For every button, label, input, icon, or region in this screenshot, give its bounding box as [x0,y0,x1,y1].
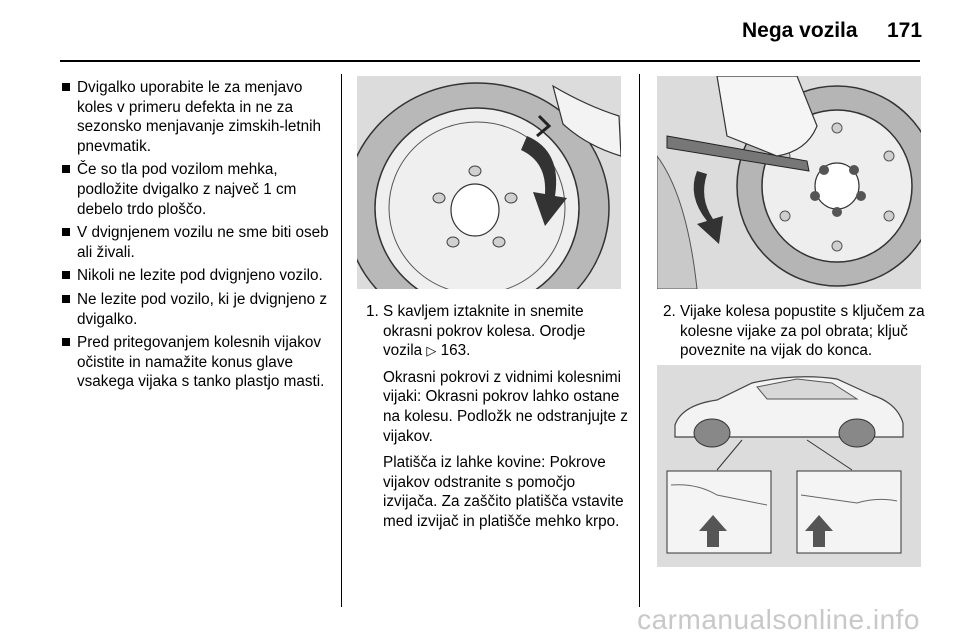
bullet-square-icon [62,295,70,303]
list-item: Ne lezite pod vozilo, ki je dvignjeno z dvigalko. [60,290,330,329]
list-item: Dvigalko uporabite le za menjavo koles v primeru defekta in ne za sezonsko menjavanje zimskih-letnih pnevmatik. [60,78,330,156]
column-divider [639,74,640,607]
bullet-square-icon [62,165,70,173]
paragraph: Platišča iz lahke kovine: Pokrove vijakov odstranite s pomočjo izvijača. Za zaščito platišča vstavite med izvijač in platišče mehko krpo. [383,454,624,530]
paragraph: Okrasni pokrovi z vidnimi kolesnimi vijaki: Okrasni pokrov lahko ostane na kolesu. Podložk ne odstranjujte z vijakov. [383,368,628,445]
section-title: Nega vozila [742,19,858,42]
list-item: Pred pritegovanjem kolesnih vijakov očistite in namažite konus glave vsakega vijaka s tanko plastjo masti. [60,333,330,392]
wheel-wrench-illustration [657,76,921,289]
bullet-square-icon [62,271,70,279]
wheel-cover-illustration [357,76,621,289]
header-rule [60,60,920,62]
xref-page-link[interactable]: 163. [440,342,471,360]
jack-points-illustration [657,365,921,567]
left-column [60,78,330,396]
step-item: 1. S kavljem iztaknite in snemite okrasni pokrov kolesa. Orodje vozila ▷ 163. [366,303,586,360]
step-item: 2. Vijake kolesa popustite s ključem za kolesne vijake za pol obrata; ključ poveznite na vijak do konca. [663,303,925,360]
step-number: 1. [366,303,379,320]
bullet-square-icon [62,228,70,236]
column-divider [341,74,342,607]
watermark: carmanualsonline.info [637,604,920,635]
bullet-square-icon [62,338,70,346]
list-item: Če so tla pod vozilom mehka, podložite dvigalko z največ 1 cm debelo trdo ploščo. [60,160,330,219]
list-item: V dvignjenem vozilu ne sme biti oseb ali živali. [60,223,330,262]
list-item: Nikoli ne lezite pod dvignjeno vozilo. [60,266,330,286]
step-number: 2. [663,303,676,320]
bullet-square-icon [62,83,70,91]
step-one-block [366,302,628,532]
page-header [0,0,960,60]
page-number: 171 [887,19,923,42]
triangle-right-icon[interactable]: ▷ [426,343,437,359]
step-two-block [663,302,925,361]
